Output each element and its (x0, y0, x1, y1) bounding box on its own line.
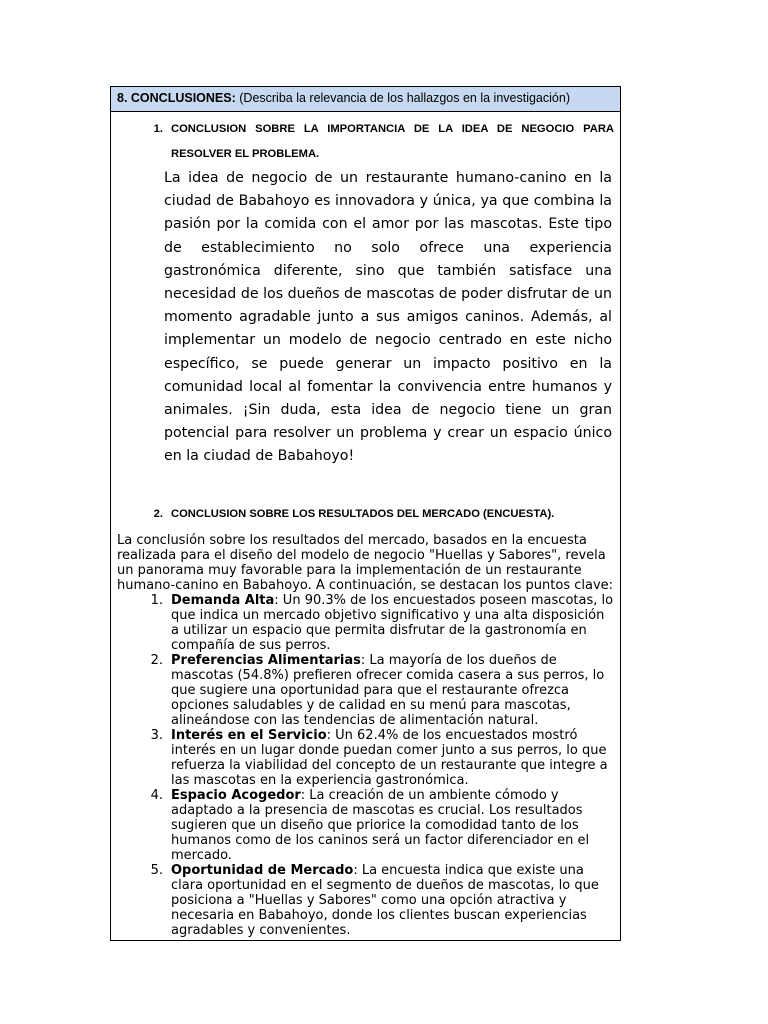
list-item-text: : Un 62.4% de los encuestados mostró interés en un lugar donde puedan comer junto a sus perros, lo que refuerza la viabilidad del concepto de un restaurante que integre a las mascotas en la experiencia gastronómica. (171, 727, 608, 788)
list-item-number: 1. (150, 592, 163, 608)
conclusion-1-title: CONCLUSION SOBRE LA IMPORTANCIA DE LA IDEA DE NEGOCIO PARA RESOLVER EL PROBLEMA. (171, 123, 614, 160)
list-item-title: Demanda Alta (171, 592, 275, 608)
section-instruction: (Describa la relevancia de los hallazgos en la investigación) (239, 91, 570, 105)
list-item (117, 593, 614, 653)
list-item-number: 4. (150, 787, 163, 803)
conclusions-body (111, 117, 620, 940)
list-item-text: : La creación de un ambiente cómodo y adaptado a la presencia de mascotas es crucial. Los resultados sugieren que un diseño que priorice la comodidad tanto de los humanos como de los caninos será un factor diferenciador en el mercado. (171, 787, 590, 863)
list-item-text: : La encuesta indica que existe una clara oportunidad en el segmento de dueños de mascotas, lo que posiciona a "Huellas y Sabores" como una opción atractiva y necesaria en Babahoyo, donde los clientes buscan experiencias agradables y convenientes. (171, 862, 599, 938)
list-item-number: 3. (150, 727, 163, 743)
conclusion-1-number: 1. (153, 123, 163, 135)
list-item (117, 788, 614, 863)
conclusions-header (111, 87, 620, 112)
conclusion-1-heading (117, 117, 614, 167)
key-points-list (117, 593, 614, 938)
list-item-number: 2. (150, 652, 163, 668)
list-item-number: 5. (150, 862, 163, 878)
list-item-title: Espacio Acogedor (171, 787, 301, 803)
list-item-text: : Un 90.3% de los encuestados poseen mascotas, lo que indica un mercado objetivo significativo y una alta disposición a utilizar un espacio que permita disfrutar de la gastronomía en compañía de sus perros. (171, 592, 614, 653)
conclusion-2-title: CONCLUSION SOBRE LOS RESULTADOS DEL MERCADO (ENCUESTA). (171, 507, 555, 520)
list-item-text: : La mayoría de los dueños de mascotas (54.8%) prefieren ofrecer comida casera a sus perros, lo que sugiere una oportunidad para que el restaurante ofrezca opciones saludables y de calidad en su menú para mascotas, alineándose con las tendencias de alimentación natural. (171, 652, 605, 728)
conclusion-2-heading (117, 505, 614, 523)
conclusions-table (110, 86, 621, 941)
list-item-title: Oportunidad de Mercado (171, 862, 354, 878)
section-number-label: 8. CONCLUSIONES: (117, 91, 236, 105)
list-item-title: Preferencias Alimentarias (171, 652, 361, 668)
conclusion-1-paragraph: La idea de negocio de un restaurante humano-canino en la ciudad de Babahoyo es innovadora y única, ya que combina la pasión por la comida con el amor por las mascotas. Este tipo de establecimiento no solo ofrece una experiencia gastronómica diferente, sino que también satisface una necesidad de los dueños de mascotas de poder disfrutar de un momento agradable junto a sus amigos caninos. Además, al implementar un modelo de negocio centrado en este nicho específico, se puede generar un impacto positivo en la comunidad local al fomentar la convivencia entre humanos y animales. ¡Sin duda, esta idea de negocio tiene un gran potencial para resolver un problema y crear un espacio único en la ciudad de Babahoyo! (164, 170, 612, 465)
list-item-title: Interés en el Servicio (171, 727, 327, 743)
conclusion-2-intro: La conclusión sobre los resultados del mercado, basados en la encuesta realizada para el diseño del modelo de negocio "Huellas y Sabores", revela un panorama muy favorable para la implementación de un restaurante humano-canino en Babahoyo. A continuación, se destacan los puntos clave: (117, 532, 614, 593)
conclusion-2-number: 2. (153, 507, 163, 520)
list-item (117, 728, 614, 788)
list-item (117, 863, 614, 938)
list-item (117, 653, 614, 728)
